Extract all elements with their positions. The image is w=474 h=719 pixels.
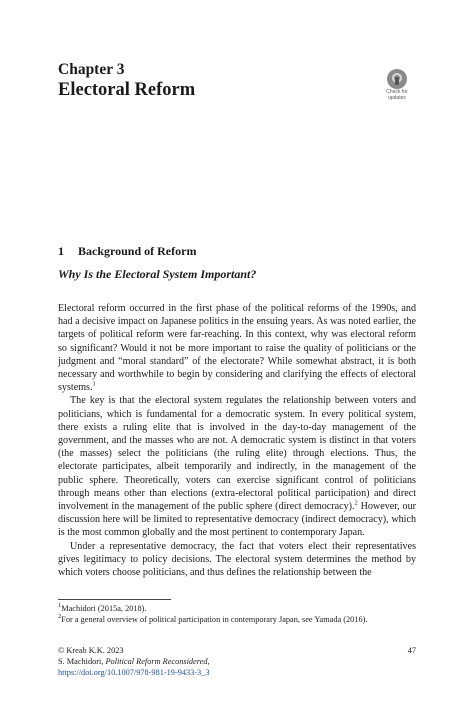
footnote-ref-1[interactable]: 1 <box>92 380 96 388</box>
paragraph-2 <box>58 394 416 539</box>
section-heading <box>58 244 196 259</box>
badge-label <box>379 90 415 101</box>
paragraph-1 <box>58 302 416 394</box>
footnotes <box>58 603 416 625</box>
footnote-divider <box>58 599 171 600</box>
footnote-1-mark: 1 <box>58 602 62 610</box>
body-text <box>58 302 416 579</box>
copyright-line: © Kreab K.K. 2023 <box>58 646 124 655</box>
section-number: 1 <box>58 244 64 258</box>
badge-line-2: updates <box>388 94 406 101</box>
footnote-1-text: Machidori (2015a, 2018). <box>61 604 147 613</box>
footnote-2-mark: 2 <box>58 613 62 621</box>
section-title: Background of Reform <box>78 244 197 258</box>
chapter-number: Chapter 3 <box>58 61 125 78</box>
page-number: 47 <box>407 646 416 655</box>
paragraph-1-text: Electoral reform occurred in the first phase of the political reforms of the 1990s, and had a decisive impact on Japanese politics in the ensuing years. As was noted earlier, the targets of political reform were far-reaching. In this context, why was electoral reform so significant? Would it not be more important to raise the quality of politicians or the judgment and “moral standard” of the electorate? While somewhat abstract, it is both necessary and worthwhile to begin by considering and clarifying the effects of electoral systems. <box>58 303 416 394</box>
paragraph-3 <box>58 540 416 580</box>
paragraph-3-text: Under a representative democracy, the fact that voters elect their representatives gives legitimacy to policy decisions. The electoral system determines the method by which voters choose politicians, and thus defines the relationship between the <box>58 540 416 579</box>
subsection-heading: Why Is the Electoral System Important? <box>58 267 257 281</box>
check-for-updates-badge[interactable] <box>379 69 415 103</box>
doi-line <box>58 667 416 678</box>
citation-book-title: Political Reform Reconsidered <box>105 657 208 666</box>
bookmark-icon <box>387 69 407 89</box>
paragraph-2-text-continued: However, our discussion here will be limited to representative democracy (indirect democracy), which is the most common globally and the most pertinent to contemporary Japan. <box>58 501 416 539</box>
chapter-title: Electoral Reform <box>58 80 196 100</box>
footnote-2 <box>58 614 416 625</box>
doi-link[interactable]: https://doi.org/10.1007/978-981-19-9433-3_3 <box>58 668 210 677</box>
footnote-2-text: For a general overview of political participation in contemporary Japan, see Yamada (2016). <box>61 615 368 624</box>
badge-line-1: Check for <box>386 89 408 95</box>
paragraph-2-text: The key is that the electoral system regulates the relationship between voters and politicians, which is fundamental for a democratic system. In every political system, there exists a ruling elite that is involved in the day-to-day management of the government, and the masses who are not. A democratic system is distinct in that voters (the masses) select the politicians (the ruling elite) through elections. Thus, the electorate participates, albeit temporarily and indirectly, in the management of the public sphere. Theoretically, voters can exercise significant control of politicians through means other than elections (extra-electoral political participation) and direct involvement in the management of the public sphere (direct democracy). <box>58 395 416 513</box>
footnote-ref-2[interactable]: 2 <box>354 499 358 507</box>
citation-author: S. Machidori, <box>58 657 104 666</box>
footnote-1 <box>58 603 416 614</box>
citation-line: S. Machidori, Political Reform Reconsidered, <box>58 657 210 666</box>
page-footer <box>58 645 416 678</box>
